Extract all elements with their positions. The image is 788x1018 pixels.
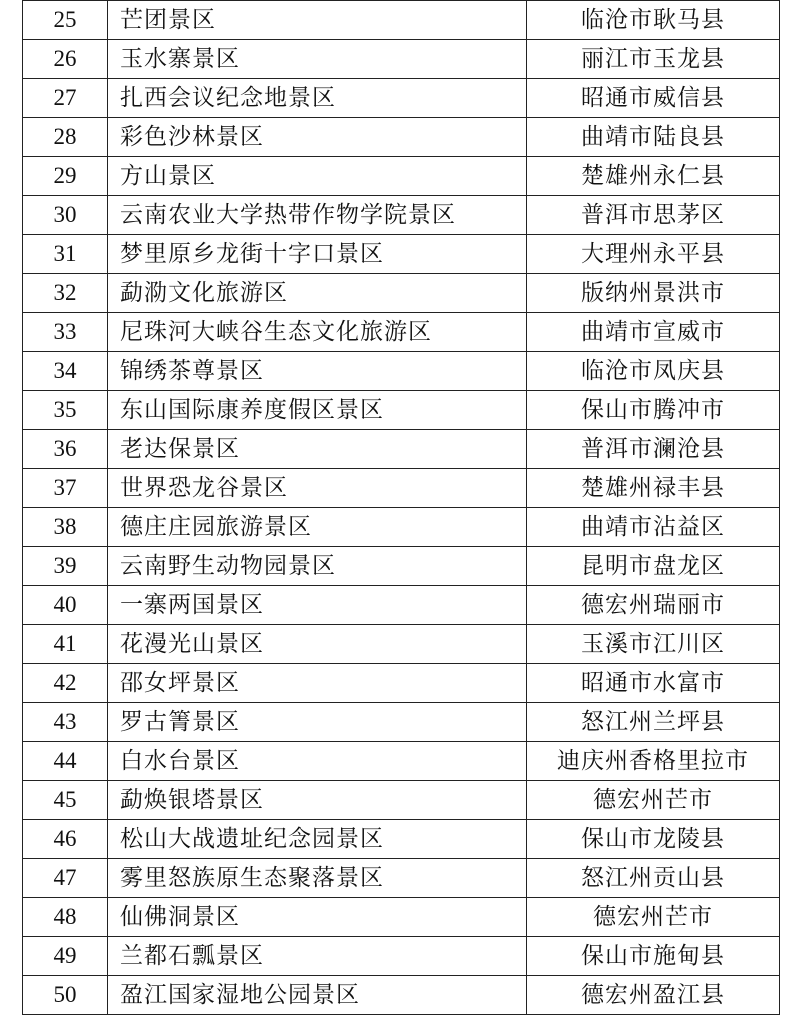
scenic-area-name-cell: 东山国际康养度假区景区 [108, 391, 527, 430]
row-number-cell: 47 [23, 859, 108, 898]
table-row [23, 586, 780, 625]
location-cell: 德宏州芒市 [527, 898, 780, 937]
table-row [23, 391, 780, 430]
table-row [23, 898, 780, 937]
scenic-area-name-cell: 兰都石瓢景区 [108, 937, 527, 976]
row-number-cell: 35 [23, 391, 108, 430]
row-number-cell: 26 [23, 40, 108, 79]
row-number-cell: 38 [23, 508, 108, 547]
scenic-area-name-cell: 老达保景区 [108, 430, 527, 469]
location-cell: 昆明市盘龙区 [527, 547, 780, 586]
row-number-cell: 32 [23, 274, 108, 313]
table-row [23, 1, 780, 40]
scenic-area-name-cell: 玉水寨景区 [108, 40, 527, 79]
table-row [23, 547, 780, 586]
table-row [23, 430, 780, 469]
location-cell: 保山市施甸县 [527, 937, 780, 976]
scenic-area-name-cell: 盈江国家湿地公园景区 [108, 976, 527, 1015]
scenic-area-name-cell: 花漫光山景区 [108, 625, 527, 664]
scenic-area-name-cell: 锦绣茶尊景区 [108, 352, 527, 391]
location-cell: 怒江州贡山县 [527, 859, 780, 898]
row-number-cell: 42 [23, 664, 108, 703]
location-cell: 迪庆州香格里拉市 [527, 742, 780, 781]
row-number-cell: 27 [23, 79, 108, 118]
table-row [23, 469, 780, 508]
table-row [23, 820, 780, 859]
scenic-area-name-cell: 邵女坪景区 [108, 664, 527, 703]
table-row [23, 274, 780, 313]
scenic-area-table [22, 0, 780, 1015]
row-number-cell: 50 [23, 976, 108, 1015]
scenic-area-name-cell: 扎西会议纪念地景区 [108, 79, 527, 118]
location-cell: 楚雄州禄丰县 [527, 469, 780, 508]
location-cell: 昭通市水富市 [527, 664, 780, 703]
location-cell: 普洱市澜沧县 [527, 430, 780, 469]
location-cell: 保山市腾冲市 [527, 391, 780, 430]
location-cell: 德宏州盈江县 [527, 976, 780, 1015]
scenic-area-name-cell: 芒团景区 [108, 1, 527, 40]
table-row [23, 976, 780, 1015]
table-row [23, 352, 780, 391]
table-row [23, 781, 780, 820]
location-cell: 曲靖市沾益区 [527, 508, 780, 547]
scenic-area-name-cell: 勐泐文化旅游区 [108, 274, 527, 313]
row-number-cell: 30 [23, 196, 108, 235]
scenic-area-name-cell: 一寨两国景区 [108, 586, 527, 625]
table-row [23, 196, 780, 235]
row-number-cell: 40 [23, 586, 108, 625]
scenic-area-name-cell: 白水台景区 [108, 742, 527, 781]
scenic-area-name-cell: 世界恐龙谷景区 [108, 469, 527, 508]
location-cell: 丽江市玉龙县 [527, 40, 780, 79]
table-row [23, 742, 780, 781]
row-number-cell: 33 [23, 313, 108, 352]
scenic-area-name-cell: 德庄庄园旅游景区 [108, 508, 527, 547]
table-row [23, 79, 780, 118]
row-number-cell: 29 [23, 157, 108, 196]
row-number-cell: 44 [23, 742, 108, 781]
scenic-area-name-cell: 尼珠河大峡谷生态文化旅游区 [108, 313, 527, 352]
table-row [23, 118, 780, 157]
scenic-area-name-cell: 松山大战遗址纪念园景区 [108, 820, 527, 859]
scenic-area-name-cell: 云南农业大学热带作物学院景区 [108, 196, 527, 235]
location-cell: 曲靖市陆良县 [527, 118, 780, 157]
location-cell: 保山市龙陵县 [527, 820, 780, 859]
location-cell: 临沧市凤庆县 [527, 352, 780, 391]
table-row [23, 235, 780, 274]
location-cell: 普洱市思茅区 [527, 196, 780, 235]
row-number-cell: 45 [23, 781, 108, 820]
table-row [23, 937, 780, 976]
scenic-area-name-cell: 勐焕银塔景区 [108, 781, 527, 820]
scenic-area-name-cell: 罗古箐景区 [108, 703, 527, 742]
row-number-cell: 37 [23, 469, 108, 508]
row-number-cell: 34 [23, 352, 108, 391]
table-body [23, 1, 780, 1015]
table-row [23, 508, 780, 547]
row-number-cell: 25 [23, 1, 108, 40]
scenic-area-name-cell: 方山景区 [108, 157, 527, 196]
location-cell: 玉溪市江川区 [527, 625, 780, 664]
scenic-area-name-cell: 彩色沙林景区 [108, 118, 527, 157]
scenic-area-name-cell: 梦里原乡龙街十字口景区 [108, 235, 527, 274]
row-number-cell: 49 [23, 937, 108, 976]
location-cell: 楚雄州永仁县 [527, 157, 780, 196]
table-row [23, 859, 780, 898]
location-cell: 怒江州兰坪县 [527, 703, 780, 742]
location-cell: 临沧市耿马县 [527, 1, 780, 40]
row-number-cell: 41 [23, 625, 108, 664]
table-row [23, 313, 780, 352]
row-number-cell: 43 [23, 703, 108, 742]
scenic-area-name-cell: 云南野生动物园景区 [108, 547, 527, 586]
row-number-cell: 36 [23, 430, 108, 469]
table-row [23, 157, 780, 196]
scenic-area-name-cell: 仙佛洞景区 [108, 898, 527, 937]
row-number-cell: 46 [23, 820, 108, 859]
table-row [23, 625, 780, 664]
row-number-cell: 39 [23, 547, 108, 586]
location-cell: 德宏州瑞丽市 [527, 586, 780, 625]
row-number-cell: 28 [23, 118, 108, 157]
scenic-area-name-cell: 雾里怒族原生态聚落景区 [108, 859, 527, 898]
location-cell: 曲靖市宣威市 [527, 313, 780, 352]
location-cell: 昭通市威信县 [527, 79, 780, 118]
location-cell: 大理州永平县 [527, 235, 780, 274]
row-number-cell: 31 [23, 235, 108, 274]
row-number-cell: 48 [23, 898, 108, 937]
table-row [23, 40, 780, 79]
location-cell: 德宏州芒市 [527, 781, 780, 820]
table-row [23, 664, 780, 703]
location-cell: 版纳州景洪市 [527, 274, 780, 313]
table-row [23, 703, 780, 742]
